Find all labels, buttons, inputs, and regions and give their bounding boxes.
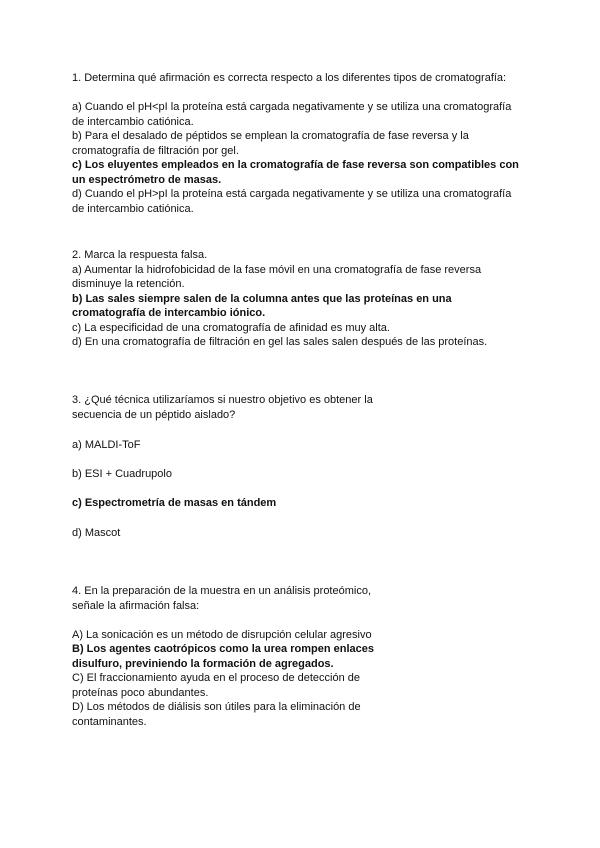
option-c: C) El fraccionamiento ayuda en el proceso de detección de proteínas poco abundantes. — [72, 672, 361, 699]
option-a: A) La sonicación es un método de disrupción celular agresivo — [72, 628, 372, 641]
option-c-correct: c) Los eluyentes empleados en la cromatografía de fase reversa son compatibles con un espectrómetro de masas. — [72, 159, 519, 186]
option-c-correct: c) Espectrometría de masas en tándem — [72, 497, 277, 509]
option-b-correct: B) Los agentes caotrópicos como la urea rompen enlaces disulfuro, previniendo la formación de agregados. — [72, 643, 374, 670]
question-3 — [72, 393, 532, 422]
question-stem: 3. ¿Qué técnica utilizaríamos si nuestro objetivo es obtener la secuencia de un péptido aislado? — [72, 394, 373, 421]
option-d: d) En una cromatografía de filtración en gel las sales salen después de las proteínas. — [72, 336, 488, 348]
option-a: a) Aumentar la hidrofobicidad de la fase móvil en una cromatografía de fase reversa disminuye la retención. — [72, 263, 482, 290]
option-d: D) Los métodos de diálisis son útiles para la eliminación de contaminantes. — [72, 701, 361, 728]
question-4 — [72, 584, 532, 729]
option-d: d) Mascot — [72, 527, 121, 539]
question-2 — [72, 248, 532, 350]
option-b-correct: b) Las sales siempre salen de la columna antes que las proteínas en una cromatografía de intercambio iónico. — [72, 292, 452, 319]
question-stem: 4. En la preparación de la muestra en un análisis proteómico, señale la afirmación falsa: — [72, 585, 372, 612]
option-a: a) MALDI-ToF — [72, 439, 141, 451]
option-a: a) Cuando el pH<pI la proteína está cargada negativamente y se utiliza una cromatografía de intercambio catiónica. — [72, 101, 512, 128]
option-b: b) ESI + Cuadrupolo — [72, 468, 172, 480]
option-d: d) Cuando el pH>pI la proteína está cargada negativamente y se utiliza una cromatografía de intercambio catiónica. — [72, 188, 512, 215]
question-stem: 1. Determina qué afirmación es correcta respecto a los diferentes tipos de cromatografía: — [72, 72, 507, 84]
question-1 — [72, 71, 532, 216]
option-b: b) Para el desalado de péptidos se emplean la cromatografía de fase reversa y la cromatografía de filtración por gel. — [72, 130, 469, 157]
option-c: c) La especificidad de una cromatografía de afinidad es muy alta. — [72, 321, 390, 334]
question-stem: 2. Marca la respuesta falsa. — [72, 249, 208, 261]
